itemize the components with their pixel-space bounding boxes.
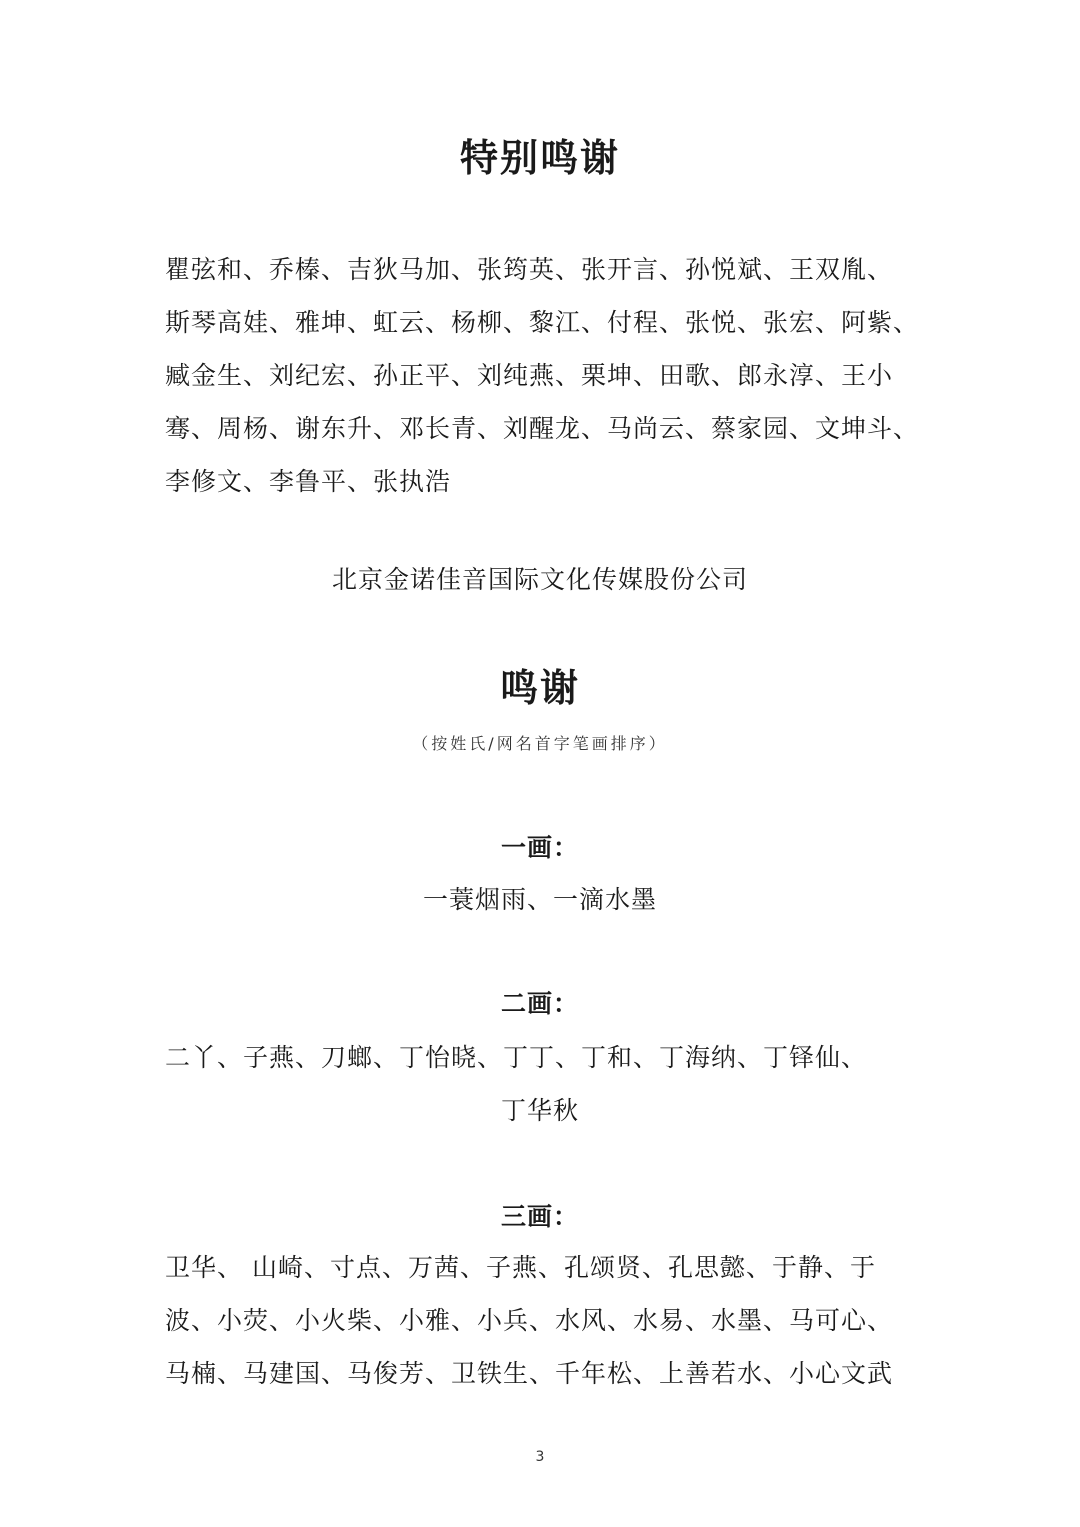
special-thanks-line: 臧金生、刘纪宏、孙正平、刘纯燕、栗坤、田歌、郎永淳、王小: [165, 361, 894, 390]
names-block-three: [165, 1250, 925, 1410]
sort-order-note: （按姓氏/网名首字笔画排序）: [412, 734, 668, 753]
special-thanks-line: 李修文、李鲁平、张执浩: [165, 467, 452, 496]
company-name: 北京金诺佳音国际文化传媒股份公司: [331, 565, 748, 594]
names-line: 二丫、子燕、刀螂、丁怡晓、丁丁、丁和、丁海纳、丁铎仙、: [165, 1043, 868, 1072]
names-line: 一蓑烟雨、一滴水墨: [422, 885, 657, 914]
names-line: 马楠、马建国、马俊芳、卫铁生、千年松、上善若水、小心文武: [165, 1359, 894, 1388]
special-thanks-line: 瞿弦和、乔榛、吉狄马加、张筠英、张开言、孙悦斌、王双胤、: [165, 255, 894, 284]
names-block-two: [165, 1040, 925, 1076]
stroke-heading-two: 二画：: [500, 989, 579, 1018]
acknowledgements-title: 鸣谢: [499, 666, 580, 710]
special-thanks-line: 骞、周杨、谢东升、邓长青、刘醒龙、马尚云、蔡家园、文坤斗、: [165, 414, 920, 443]
special-thanks-title: 特别鸣谢: [459, 136, 620, 180]
special-thanks-line: 斯琴高娃、雅坤、虹云、杨柳、黎江、付程、张悦、张宏、阿紫、: [165, 308, 920, 337]
page-number: 3: [535, 1449, 545, 1465]
stroke-heading-one: 一画：: [500, 833, 579, 862]
names-line: 丁华秋: [500, 1096, 579, 1125]
stroke-heading-three: 三画：: [500, 1202, 579, 1231]
names-line: 波、小荧、小火柴、小雅、小兵、水风、水易、水墨、马可心、: [165, 1306, 894, 1335]
special-thanks-names: [165, 252, 925, 512]
names-line: 卫华、 山崎、寸点、万茜、子燕、孔颂贤、孔思懿、于静、于: [165, 1253, 876, 1282]
